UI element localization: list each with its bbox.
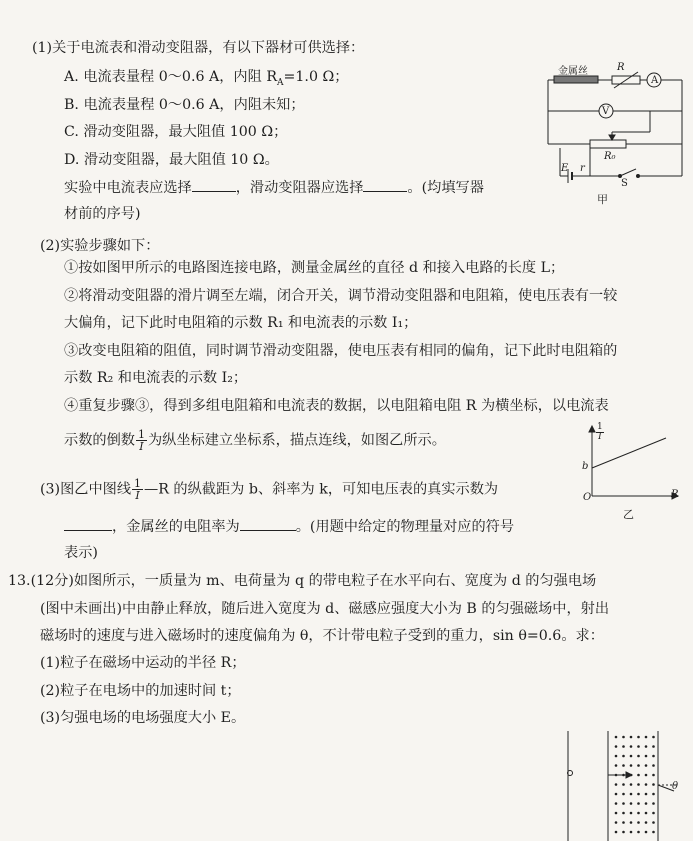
field-dot [630, 774, 633, 777]
q3-line-2: ，金属丝的电阻率为 。(用题中给定的物理量对应的符号 [64, 516, 514, 537]
fraction-one-over-i-2: $\frac{1}{I}$ [134, 477, 142, 502]
q3-line-3: 表示) [64, 545, 98, 561]
q1-option-a: A. 电流表量程 0～0.6 A，内阻 $R_A=1.0$ Ω； [64, 69, 349, 88]
field-dot [652, 802, 655, 805]
field-dot [645, 745, 648, 748]
field-dot [622, 802, 625, 805]
field-dot [630, 793, 633, 796]
caption-figure-jia: 甲 [597, 193, 608, 206]
field-dot [645, 831, 648, 834]
field-dot [652, 831, 655, 834]
field-dot [652, 783, 655, 786]
q3-line-1: (3)图乙中图线 $\frac{1}{I}$ —R 的纵截距为 b、斜率为 k，可知电压表的真实示数为 [40, 477, 499, 502]
field-dot [637, 755, 640, 758]
field-dot [645, 793, 648, 796]
field-dot [630, 736, 633, 739]
field-dot [652, 764, 655, 767]
label-rheostat: R₀ [604, 151, 616, 162]
field-dot [645, 821, 648, 824]
data-line [592, 438, 666, 468]
q1-option-b: B. 电流表量程 0～0.6 A，内阻未知； [64, 97, 305, 113]
label-resistor: R [617, 62, 625, 73]
label-internal-resistance: r [580, 163, 585, 174]
field-dot [630, 831, 633, 834]
switch-blade [620, 169, 636, 176]
q1-question: 实验中电流表应选择 ，滑动变阻器应选择 。(均填写器 [64, 177, 484, 198]
graph-intercept-label: b [582, 461, 589, 472]
field-dot [645, 783, 648, 786]
q1-option-d: D. 滑动变阻器，最大阻值 10 Ω。 [64, 152, 279, 168]
answer-blank-voltage [64, 516, 112, 531]
field-dot [637, 745, 640, 748]
circuit-diagram [540, 56, 690, 196]
graph-y-label: 1 I [597, 422, 603, 442]
answer-blank-resistivity [240, 516, 296, 531]
q13-line-1: 13.(12分)如图所示，一质量为 m、电荷量为 q 的带电粒子在水平向右、宽度为 d 的匀强电场 [8, 573, 597, 589]
field-dot [637, 793, 640, 796]
fraction-one-over-i: $\frac{1}{I}$ [137, 428, 145, 453]
field-dot [622, 745, 625, 748]
field-dot [630, 764, 633, 767]
y-axis-arrow [589, 426, 595, 432]
field-dot [615, 793, 618, 796]
q13-part-1: (1)粒子在磁场中运动的半径 R； [40, 655, 246, 671]
field-dots [615, 736, 655, 834]
metal-wire [554, 76, 598, 83]
field-dot [630, 755, 633, 758]
q2-step-3a: ③改变电阻箱的阻值，同时调节滑动变阻器，使电压表有相同的偏角，记下此时电阻箱的 [64, 343, 618, 359]
angle-theta-label: θ [672, 781, 679, 792]
label-emf: E [561, 163, 569, 174]
graph-inverse-current-vs-r [580, 424, 680, 504]
field-dot [615, 774, 618, 777]
q1-question-cont: 材前的序号) [64, 206, 141, 222]
field-dot [615, 755, 618, 758]
field-dot [615, 831, 618, 834]
field-dot [637, 821, 640, 824]
field-dot [615, 802, 618, 805]
label-voltmeter: V [602, 106, 610, 117]
q13-line-3: 磁场时的速度与进入磁场时的速度偏角为 θ，不计带电粒子受到的重力，sin θ=0.6。求： [40, 628, 604, 644]
field-dot [637, 812, 640, 815]
q2-step-4a: ④重复步骤③，得到多组电阻箱和电流表的数据，以电阻箱电阻 R 为横坐标，以电流表 [64, 398, 609, 414]
field-dot [652, 812, 655, 815]
field-dot [637, 774, 640, 777]
field-dot [615, 821, 618, 824]
field-dot [637, 802, 640, 805]
slide-rheostat [590, 140, 626, 148]
field-dot [630, 745, 633, 748]
field-dot [637, 831, 640, 834]
q2-step-1: ①按如图甲所示的电路图连接电路，测量金属丝的直径 d 和接入电路的长度 L； [64, 260, 565, 276]
field-dot [652, 774, 655, 777]
q13-part-3: (3)匀强电场的电场强度大小 E。 [40, 710, 246, 726]
field-dot [622, 831, 625, 834]
magnetic-field-diagram [560, 731, 690, 841]
label-switch: S [621, 178, 628, 189]
field-dot [652, 755, 655, 758]
graph-x-label: R [671, 489, 679, 500]
field-dot [630, 802, 633, 805]
field-dot [637, 736, 640, 739]
field-dot [630, 783, 633, 786]
field-dot [645, 736, 648, 739]
field-dot [637, 764, 640, 767]
field-dot [652, 736, 655, 739]
q2-step-4b: 示数的倒数 $\frac{1}{I}$ 为纵坐标建立坐标系，描点连线，如图乙所示。 [64, 428, 446, 453]
field-dot [652, 745, 655, 748]
label-ammeter: A [651, 75, 659, 86]
answer-blank-rheostat [363, 177, 407, 192]
answer-blank-ammeter [192, 177, 236, 192]
caption-figure-yi: 乙 [623, 508, 634, 521]
field-dot [645, 755, 648, 758]
field-dot [622, 764, 625, 767]
field-dot [615, 764, 618, 767]
field-dot [615, 812, 618, 815]
field-dot [622, 736, 625, 739]
q2-step-2b: 大偏角，记下此时电阻箱的示数 R₁ 和电流表的示数 I₁； [64, 315, 418, 331]
field-dot [645, 774, 648, 777]
label-metal-wire: 金属丝 [558, 66, 588, 77]
field-dot [615, 745, 618, 748]
field-dot [637, 783, 640, 786]
q13-line-2: (图中未画出)中由静止释放，随后进入宽度为 d、磁感应强度大小为 B 的匀强磁场中，射出 [40, 601, 610, 617]
field-dot [622, 783, 625, 786]
field-dot [652, 821, 655, 824]
q1-intro: (1)关于电流表和滑动变阻器，有以下器材可供选择： [32, 40, 365, 56]
field-dot [622, 755, 625, 758]
field-dot [652, 793, 655, 796]
field-dot [645, 802, 648, 805]
q1-option-c: C. 滑动变阻器，最大阻值 100 Ω； [64, 124, 288, 140]
field-dot [622, 821, 625, 824]
q2-step-2a: ②将滑动变阻器的滑片调至左端，闭合开关，调节滑动变阻器和电阻箱，使电压表有一较 [64, 288, 618, 304]
q2-intro: (2)实验步骤如下： [40, 238, 160, 254]
graph-origin-label: O [583, 492, 592, 503]
field-dot [622, 774, 625, 777]
field-dot [615, 783, 618, 786]
field-dot [630, 821, 633, 824]
field-dot [645, 812, 648, 815]
q13-part-2: (2)粒子在电场中的加速时间 t； [40, 683, 241, 699]
field-dot [645, 764, 648, 767]
field-dot [630, 812, 633, 815]
q2-step-3b: 示数 R₂ 和电流表的示数 I₂； [64, 370, 248, 386]
field-dot [615, 736, 618, 739]
field-dot [622, 793, 625, 796]
field-dot [622, 812, 625, 815]
